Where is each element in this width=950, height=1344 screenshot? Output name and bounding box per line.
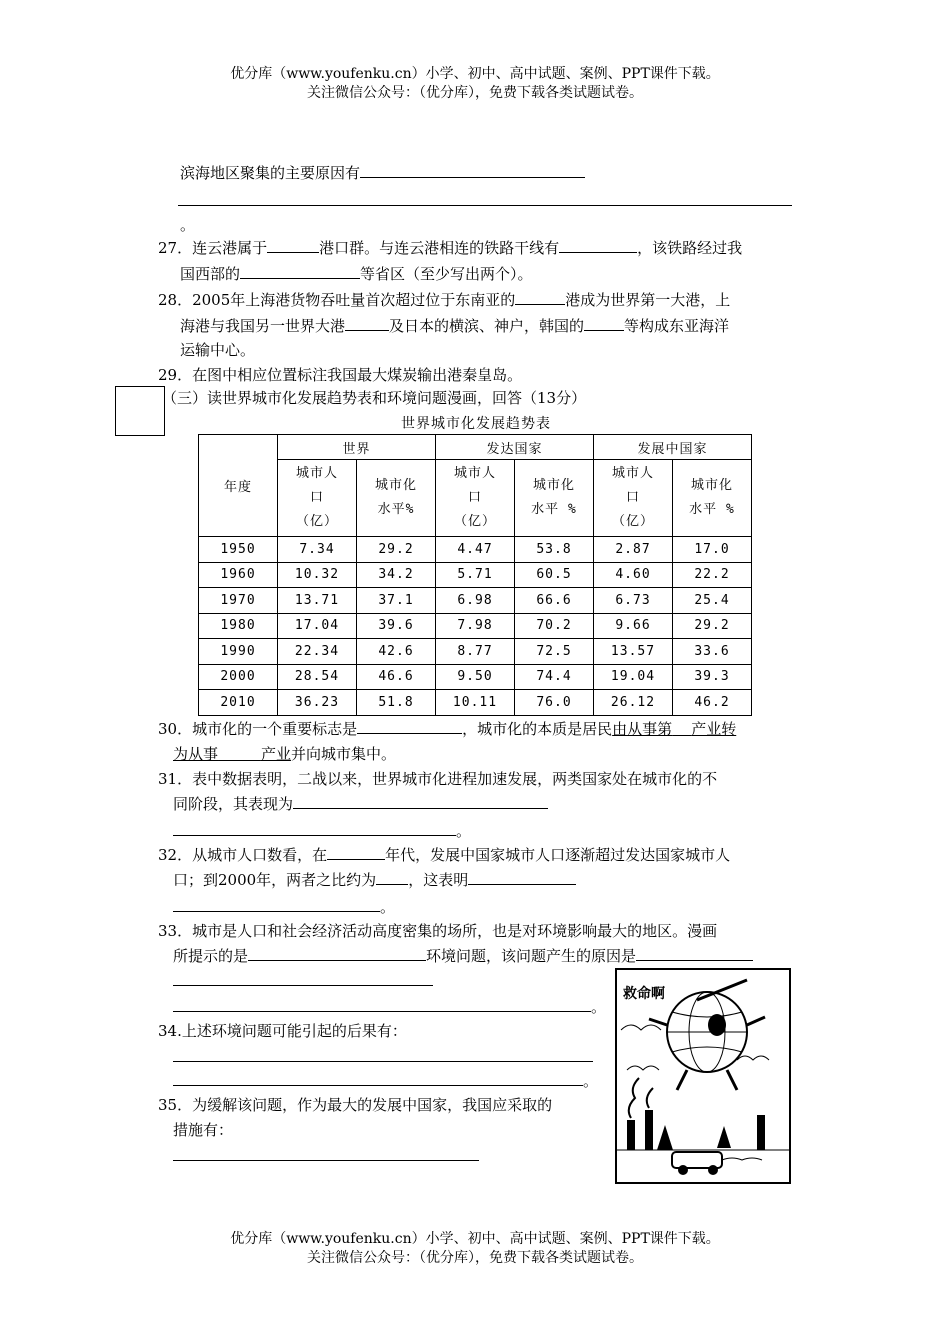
table-cell: 34.2 (357, 562, 436, 588)
question-27-cont: 国西部的 等省区（至少写出两个）。 (180, 265, 533, 283)
table-cell: 8.77 (436, 639, 515, 665)
table-cell: 66.6 (515, 588, 594, 614)
section-3-title: （三）读世界城市化发展趋势表和环境问题漫画，回答（13分） (162, 389, 587, 407)
answer-line (173, 1160, 479, 1161)
table-cell: 46.2 (673, 690, 752, 716)
question-35: 35．为缓解该问题，作为最大的发展中国家，我国应采取的 (158, 1096, 553, 1114)
answer-line (178, 205, 792, 206)
table-cell: 74.4 (515, 664, 594, 690)
question-35-cont: 措施有： (173, 1121, 234, 1139)
answer-line (173, 985, 433, 986)
pop-header: 城市人 口 （亿） (436, 460, 515, 537)
table-cell: 46.6 (357, 664, 436, 690)
year-cell: 1990 (199, 639, 278, 665)
group-header-world: 世界 (278, 435, 436, 460)
question-32: 32．从城市人口数看，在 年代，发展中国家城市人口逐渐超过发达国家城市人 (158, 846, 731, 864)
rate-header: 城市化 水平 % (673, 460, 752, 537)
table-cell: 37.1 (357, 588, 436, 614)
table-cell: 36.23 (278, 690, 357, 716)
year-cell: 2010 (199, 690, 278, 716)
table-row (199, 664, 752, 690)
year-cell: 1980 (199, 613, 278, 639)
header-line-2: 关注微信公众号：（优分库），免费下载各类试题试卷。 (307, 85, 643, 101)
table-cell: 28.54 (278, 664, 357, 690)
cartoon-caption: 救命啊 (623, 985, 665, 1001)
table-cell: 22.2 (673, 562, 752, 588)
urbanization-table (198, 434, 752, 716)
table-cell: 17.04 (278, 613, 357, 639)
question-34-line: 。 (173, 1070, 598, 1092)
table-cell: 4.47 (436, 537, 515, 563)
group-header-developed: 发达国家 (436, 435, 594, 460)
question-27: 27．连云港属于 港口群。与连云港相连的铁路干线有 ，该铁路经过我 (158, 239, 743, 257)
question-32-line: 。 (173, 896, 395, 918)
table-cell: 22.34 (278, 639, 357, 665)
rate-header: 城市化 水平 % (515, 460, 594, 537)
table-cell: 39.6 (357, 613, 436, 639)
table-row (199, 613, 752, 639)
question-30-cont: 为从事 产业并向城市集中。 (173, 745, 396, 763)
table-cell: 42.6 (357, 639, 436, 665)
table-cell: 4.60 (594, 562, 673, 588)
table-row (199, 537, 752, 563)
pollution-cartoon (615, 968, 791, 1184)
year-cell: 2000 (199, 664, 278, 690)
table-cell: 6.98 (436, 588, 515, 614)
group-header-developing: 发展中国家 (594, 435, 752, 460)
table-cell: 5.71 (436, 562, 515, 588)
question-28: 28．2005年上海港货物吞吐量首次超过位于东南亚的 港成为世界第一大港，上 (158, 291, 731, 309)
table-cell: 19.04 (594, 664, 673, 690)
question-33-cont: 所提示的是 环境问题，该问题产生的原因是 (173, 945, 753, 967)
table-cell: 10.32 (278, 562, 357, 588)
table-cell: 51.8 (357, 690, 436, 716)
table-row (199, 639, 752, 665)
year-cell: 1960 (199, 562, 278, 588)
question-31-cont: 同阶段，其表现为 (173, 793, 548, 815)
table-cell: 9.50 (436, 664, 515, 690)
pop-header: 城市人 口 （亿） (278, 460, 357, 537)
cartoon-drawing (617, 970, 789, 1182)
table-cell: 29.2 (357, 537, 436, 563)
question-28-cont: 海港与我国另一世界大港 及日本的横滨、神户，韩国的 等构成东亚海洋 (180, 317, 730, 335)
table-cell: 26.12 (594, 690, 673, 716)
question-33: 33．城市是人口和社会经济活动高度密集的场所，也是对环境影响最大的地区。漫画 (158, 922, 718, 940)
q26-end: 。 (180, 216, 196, 234)
q26-text: 滨海地区聚集的主要原因有 (180, 162, 585, 184)
table-cell: 7.98 (436, 613, 515, 639)
question-29: 29．在图中相应位置标注我国最大煤炭输出港秦皇岛。 (158, 366, 523, 384)
year-cell: 1970 (199, 588, 278, 614)
table-cell: 72.5 (515, 639, 594, 665)
score-box (115, 386, 165, 436)
table-cell: 39.3 (673, 664, 752, 690)
table-cell: 33.6 (673, 639, 752, 665)
table-cell: 10.11 (436, 690, 515, 716)
question-28-end: 运输中心。 (180, 341, 256, 359)
table-cell: 60.5 (515, 562, 594, 588)
table-row (199, 588, 752, 614)
header-line-1: 优分库（www.youfenku.cn）小学、初中、高中试题、案例、PPT课件下载。 (230, 66, 720, 82)
table-cell: 70.2 (515, 613, 594, 639)
table-cell: 2.87 (594, 537, 673, 563)
answer-line (173, 1061, 593, 1062)
table-cell: 7.34 (278, 537, 357, 563)
footer-line-1: 优分库（www.youfenku.cn）小学、初中、高中试题、案例、PPT课件下载。 (230, 1231, 720, 1247)
table-cell: 17.0 (673, 537, 752, 563)
year-header: 年度 (199, 435, 278, 537)
table-cell: 29.2 (673, 613, 752, 639)
table-cell: 53.8 (515, 537, 594, 563)
table-cell: 13.57 (594, 639, 673, 665)
table-row (199, 562, 752, 588)
footer-line-2: 关注微信公众号：（优分库），免费下载各类试题试卷。 (307, 1250, 643, 1266)
table-cell: 6.73 (594, 588, 673, 614)
table-cell: 13.71 (278, 588, 357, 614)
table-cell: 9.66 (594, 613, 673, 639)
question-33-line: 。 (173, 996, 606, 1018)
question-32-cont: 口；到2000年，两者之比约为 ，这表明 (173, 869, 576, 891)
question-31: 31．表中数据表明，二战以来，世界城市化进程加速发展，两类国家处在城市化的不 (158, 770, 718, 788)
table-row (199, 690, 752, 716)
table-caption: 世界城市化发展趋势表 (401, 416, 551, 432)
table-cell: 76.0 (515, 690, 594, 716)
question-30: 30．城市化的一个重要标志是 ，城市化的本质是居民由从事第 产业转 (158, 720, 737, 738)
question-34: 34.上述环境问题可能引起的后果有： (158, 1022, 407, 1040)
question-31-line: 。 (173, 820, 471, 842)
rate-header: 城市化 水平% (357, 460, 436, 537)
table-cell: 25.4 (673, 588, 752, 614)
pop-header: 城市人 口 （亿） (594, 460, 673, 537)
year-cell: 1950 (199, 537, 278, 563)
